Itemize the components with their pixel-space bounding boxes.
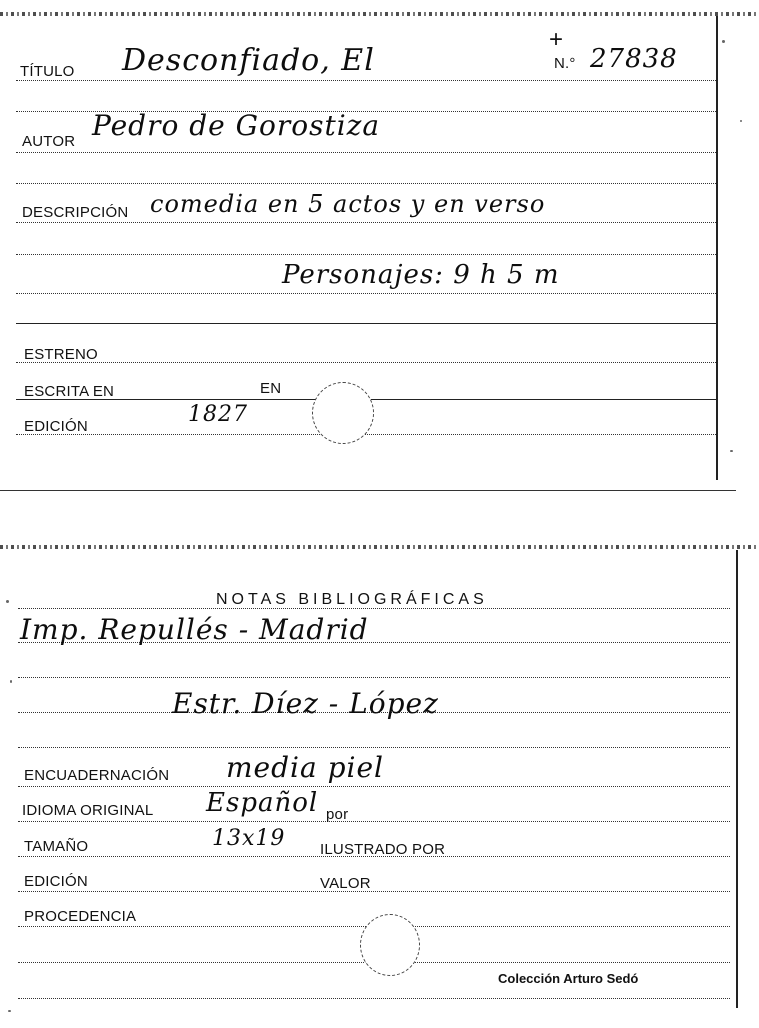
idioma-rule	[18, 821, 730, 822]
autor-rule	[16, 152, 716, 153]
personajes-value: Personajes: 9 h 5 m	[282, 260, 560, 290]
ilustrado-label: ILUSTRADO POR	[320, 841, 446, 858]
encuadernacion-label: ENCUADERNACIÓN	[24, 767, 170, 784]
edicion-rule	[18, 891, 730, 892]
rule	[18, 677, 730, 678]
estreno-rule	[16, 362, 716, 363]
collection-footer: Colección Arturo Sedó	[498, 971, 639, 986]
procedencia-label: PROCEDENCIA	[24, 908, 137, 925]
scan-speck	[6, 600, 9, 603]
encuadernacion-value: media piel	[226, 751, 384, 784]
idioma-value: Español	[206, 788, 319, 818]
scan-speck	[740, 120, 742, 122]
descripcion-rule	[16, 222, 716, 223]
scan-speck	[730, 450, 733, 452]
edicion-label: EDICIÓN	[24, 873, 88, 890]
card-top-edge	[0, 12, 759, 16]
rule	[16, 323, 716, 324]
numero-prefix: N.°	[554, 55, 576, 72]
rule	[18, 608, 730, 609]
titulo-value: Desconfiado, El	[122, 43, 375, 78]
cross-mark: +	[549, 26, 564, 53]
rule	[16, 293, 716, 294]
edicion-value: 1827	[188, 402, 248, 427]
titulo-label: TÍTULO	[20, 63, 75, 80]
punch-hole	[360, 914, 420, 976]
en-label: EN	[260, 380, 282, 397]
idioma-label: IDIOMA ORIGINAL	[22, 802, 154, 819]
card-bottom-edge	[0, 490, 736, 491]
encuadernacion-rule	[18, 786, 730, 787]
scan-speck	[10, 680, 12, 683]
escrita-en-label: ESCRITA EN	[24, 383, 115, 400]
edicion-label: EDICIÓN	[24, 418, 88, 435]
rule	[16, 183, 716, 184]
catalog-card-front	[0, 0, 759, 492]
punch-hole	[312, 382, 374, 444]
autor-value: Pedro de Gorostiza	[92, 109, 381, 142]
rule	[18, 998, 730, 999]
tamano-value: 13x19	[212, 826, 286, 851]
catalog-card-back	[0, 540, 759, 1028]
card-right-border	[736, 550, 738, 1008]
titulo-rule	[16, 80, 716, 81]
autor-label: AUTOR	[22, 133, 76, 150]
rule	[16, 254, 716, 255]
card-top-edge	[0, 545, 759, 549]
edicion-rule	[16, 434, 716, 435]
notas-heading: NOTAS BIBLIOGRÁFICAS	[216, 591, 488, 608]
card-right-border	[716, 16, 718, 480]
rule	[18, 747, 730, 748]
descripcion-label: DESCRIPCIÓN	[22, 204, 129, 221]
note-line-2: Estr. Díez - López	[172, 687, 439, 720]
por-label: por	[326, 806, 349, 823]
scan-speck	[722, 40, 725, 43]
numero-value: 27838	[590, 44, 678, 74]
valor-label: VALOR	[320, 875, 371, 892]
note-line-1: Imp. Repullés - Madrid	[20, 613, 369, 646]
scan-speck	[8, 1010, 11, 1012]
estreno-label: ESTRENO	[24, 346, 98, 363]
tamano-label: TAMAÑO	[24, 838, 89, 855]
descripcion-value: comedia en 5 actos y en verso	[150, 190, 546, 218]
